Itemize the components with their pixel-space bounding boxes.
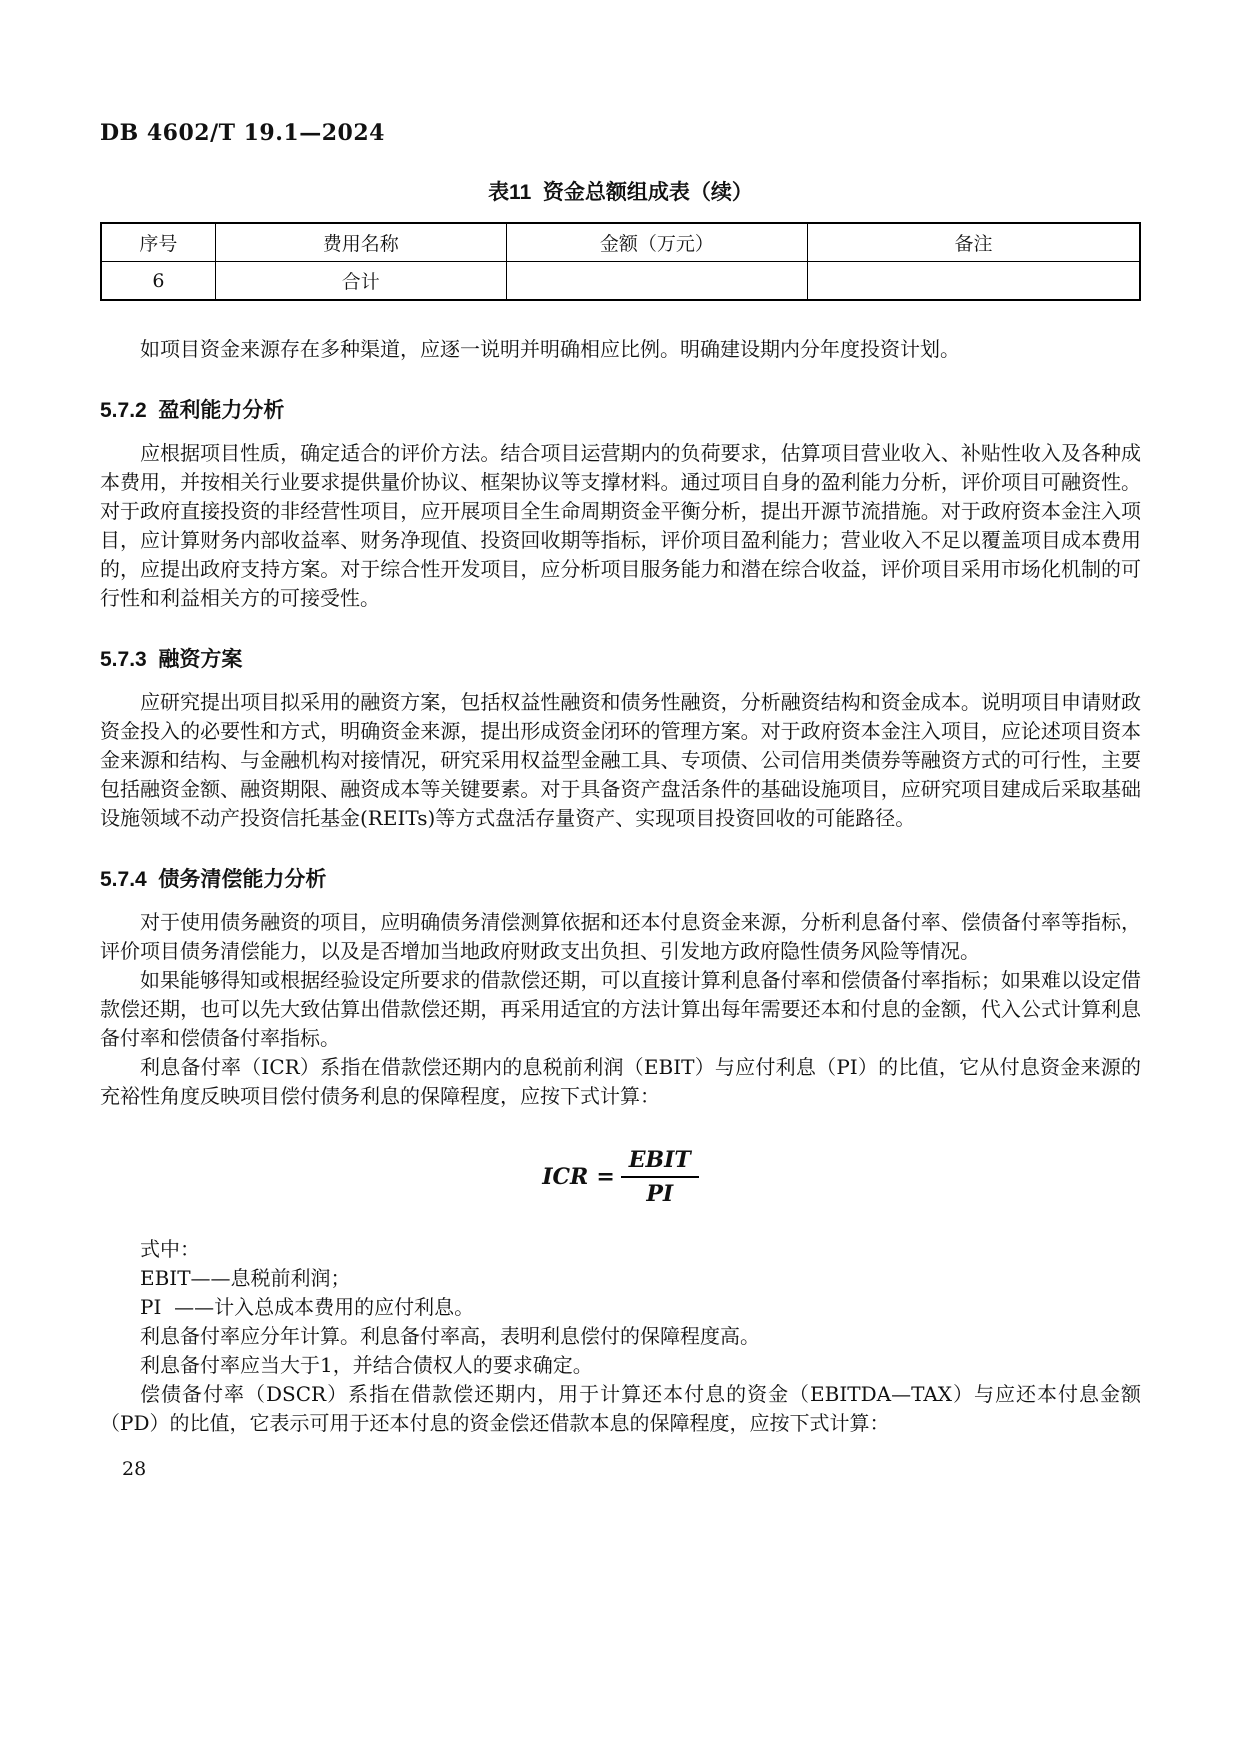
- table-row: [101, 262, 1140, 301]
- table-header-seq: 序号: [101, 223, 215, 262]
- formula-equals: =: [596, 1164, 615, 1190]
- section-heading-5-7-3: 5.7.3 融资方案: [100, 648, 243, 671]
- cell-remark: [807, 262, 1140, 301]
- document-code: DB 4602/T 19.1—2024: [100, 120, 385, 146]
- table-title: 表11 资金总额组成表（续）: [488, 181, 753, 204]
- table-header-amount: 金额（万元）: [506, 223, 807, 262]
- formula-note-0: 式中：: [140, 1237, 200, 1261]
- section-heading-5-7-2: 5.7.2 盈利能力分析: [100, 399, 285, 422]
- section-heading-5-7-4: 5.7.4 债务清偿能力分析: [100, 868, 327, 891]
- paragraph-5-7-4-c: 利息备付率（ICR）系指在借款偿还期内的息税前利润（EBIT）与应付利息（PI）的比值，它从付息资金来源的充裕性角度反映项目偿付债务利息的保障程度，应按下式计算：: [100, 1055, 1141, 1108]
- paragraph-5-7-4-b: 如果能够得知或根据经验设定所要求的借款偿还期，可以直接计算利息备付率和偿债备付率指标；如果难以设定借款偿还期，也可以先大致估算出借款偿还期，再采用适宜的方法计算出每年需要还本和付息的金额，代入公式计算利息备付率和偿债备付率指标。: [100, 968, 1141, 1050]
- cell-amount: [506, 262, 807, 301]
- intro-paragraph: 如项目资金来源存在多种渠道，应逐一说明并明确相应比例。明确建设期内分年度投资计划。: [140, 337, 960, 361]
- formula-note-5: 偿债备付率（DSCR）系指在借款偿还期内，用于计算还本付息的资金（EBITDA—TAX）与应还本付息金额（PD）的比值，它表示可用于还本付息的资金偿还借款本息的保障程度，应按下式计算：: [100, 1382, 1141, 1435]
- formula-icr: [100, 1147, 1141, 1207]
- fund-total-table: [100, 222, 1141, 301]
- cell-cost-name: 合计: [215, 262, 506, 301]
- formula-lhs: ICR: [542, 1164, 589, 1190]
- formula-note-1: EBIT——息税前利润；: [140, 1266, 351, 1290]
- table-header-row: [101, 223, 1140, 262]
- formula-note-2: PI ——计入总成本费用的应付利息。: [140, 1295, 475, 1319]
- cell-seq: 6: [101, 262, 215, 301]
- table-header-cost-name: 费用名称: [215, 223, 506, 262]
- paragraph-5-7-3: 应研究提出项目拟采用的融资方案，包括权益性融资和债务性融资，分析融资结构和资金成本。说明项目申请财政资金投入的必要性和方式，明确资金来源，提出形成资金闭环的管理方案。对于政府资本金注入项目，应论述项目资本金来源和结构、与金融机构对接情况，研究采用权益型金融工具、专项债、公司信用类债券等融资方式的可行性，主要包括融资金额、融资期限、融资成本等关键要素。对于具备资产盘活条件的基础设施项目，应研究项目建成后采取基础设施领域不动产投资信托基金(REITs)等方式盘活存量资产、实现项目投资回收的可能路径。: [100, 690, 1141, 830]
- formula-note-3: 利息备付率应分年计算。利息备付率高，表明利息偿付的保障程度高。: [140, 1324, 760, 1348]
- table-header-remark: 备注: [807, 223, 1140, 262]
- formula-note-4: 利息备付率应当大于1，并结合债权人的要求确定。: [140, 1353, 593, 1377]
- page-number: 28: [122, 1458, 147, 1480]
- formula-denominator: PI: [646, 1181, 674, 1207]
- paragraph-5-7-2: 应根据项目性质，确定适合的评价方法。结合项目运营期内的负荷要求，估算项目营业收入、补贴性收入及各种成本费用，并按相关行业要求提供量价协议、框架协议等支撑材料。通过项目自身的盈利能力分析，评价项目可融资性。对于政府直接投资的非经营性项目，应开展项目全生命周期资金平衡分析，提出开源节流措施。对于政府资本金注入项目，应计算财务内部收益率、财务净现值、投资回收期等指标，评价项目盈利能力；营业收入不足以覆盖项目成本费用的，应提出政府支持方案。对于综合性开发项目，应分析项目服务能力和潜在综合收益，评价项目采用市场化机制的可行性和利益相关方的可接受性。: [100, 441, 1141, 610]
- paragraph-5-7-4-a: 对于使用债务融资的项目，应明确债务清偿测算依据和还本付息资金来源，分析利息备付率、偿债备付率等指标，评价项目债务清偿能力，以及是否增加当地政府财政支出负担、引发地方政府隐性债务风险等情况。: [100, 910, 1141, 963]
- formula-fraction: [621, 1147, 699, 1207]
- formula-numerator: EBIT: [621, 1147, 699, 1178]
